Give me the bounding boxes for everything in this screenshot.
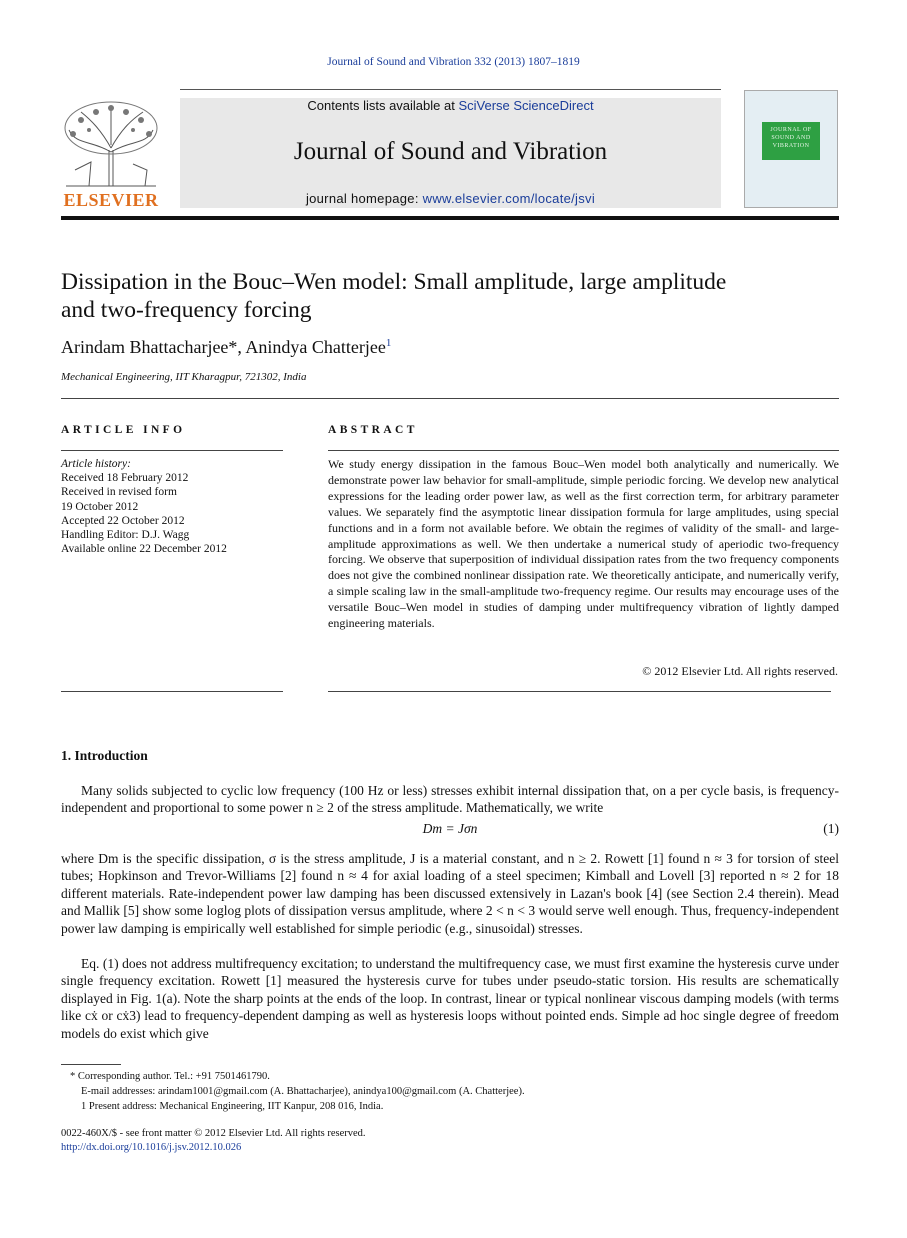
- footnote-corresponding: * Corresponding author. Tel.: +91 7501461790.: [70, 1071, 270, 1082]
- homepage-link[interactable]: www.elsevier.com/locate/jsvi: [422, 191, 596, 206]
- author-names: Arindam Bhattacharjee*, Anindya Chatterjee: [61, 337, 386, 357]
- article-info-bottom-rule: [61, 691, 283, 692]
- contents-availability: [180, 98, 721, 113]
- elsevier-tree-logo: [61, 100, 161, 188]
- header-bottom-rule: [61, 216, 839, 220]
- footnote-present-address: 1 Present address: Mechanical Engineering, IIT Kanpur, 208 016, India.: [81, 1101, 384, 1112]
- abstract-bottom-rule: [328, 691, 831, 692]
- contents-prefix: Contents lists available at: [307, 98, 459, 113]
- author-affiliation: Mechanical Engineering, IIT Kharagpur, 721302, India: [61, 371, 307, 383]
- abstract-heading: ABSTRACT: [328, 424, 418, 436]
- intro-paragraph-1: Many solids subjected to cyclic low frequency (100 Hz or less) stresses exhibit internal dissipation that, on a per cycle basis, is frequency-independent and proportional to some power n ≥ 2 of the stress amplitude. Mathematically, we write: [61, 783, 839, 816]
- abstract-text: We study energy dissipation in the famous Bouc–Wen model both analytically and numerically. We demonstrate power law behavior for small-amplitude, simple periodic forcing. We develop new analytical expressions for the leading order power law, as well as the first correction term, for arbitrary parameter values. We separately find the asymptotic linear dissipation formula for large amplitudes, using special functions and in a form not available before. We obtain the regimes of validity of the small- and large-amplitude approximations as well. We then undertake a numerical study of aperiodic two-frequency forcing. We observe that superposition of individual dissipation rates from the two frequency components does not give the combined nonlinear dissipation rate. We theoretically anticipate, and numerically verify, a simple scaling law in the small-amplitude two-frequency regime. Our results may encourage uses of the versatile Bouc–Wen model in studies of damping under multifrequency vibration of lightly damped engineering materials.: [328, 457, 839, 631]
- journal-citation[interactable]: Journal of Sound and Vibration 332 (2013) 1807–1819: [327, 56, 580, 68]
- sciencedirect-link[interactable]: SciVerse ScienceDirect: [458, 98, 594, 113]
- journal-homepage: [180, 191, 721, 206]
- title-divider: [61, 398, 839, 399]
- issn-line: 0022-460X/$ - see front matter © 2012 Elsevier Ltd. All rights reserved.: [61, 1128, 366, 1139]
- footnote-emails: E-mail addresses: arindam1001@gmail.com (A. Bhattacharjee), anindya100@gmail.com (A. Chatterjee).: [81, 1086, 525, 1097]
- history-label: Article history:: [61, 458, 131, 470]
- article-history: [61, 457, 227, 556]
- abstract-rule: [328, 450, 839, 451]
- abstract-copyright: © 2012 Elsevier Ltd. All rights reserved.: [642, 664, 838, 678]
- history-item: Accepted 22 October 2012: [61, 514, 185, 527]
- article-info-rule: [61, 450, 283, 451]
- intro-heading: 1. Introduction: [61, 748, 148, 763]
- article-info-heading: ARTICLE INFO: [61, 424, 186, 436]
- intro-paragraph-2: where Dm is the specific dissipation, σ is the stress amplitude, J is a material constant, and n ≥ 2. Rowett [1] found n ≈ 3 for torsion of steel tubes; Hopkinson and Trevor-Williams [2] found n ≈ 4 for axial loading of a steel specimen; Kimball and Lovell [3] reported n ≈ 2 for 18 different materials. Rate-independent power law damping has been discussed extensively in Lazan's book [4] (see Section 2.4 therein). Mead and Mallik [5] show some loglog plots of dissipation versus amplitude, where 2 < n < 3 would serve well enough. Thus, frequency-independent power law damping is empirically well established for simple periodic (e.g., sinusoidal) stresses.: [61, 851, 839, 936]
- elsevier-wordmark: ELSEVIER: [63, 190, 159, 210]
- footnote-rule: [61, 1064, 121, 1065]
- history-item: Available online 22 December 2012: [61, 543, 227, 556]
- homepage-prefix: journal homepage:: [305, 191, 423, 206]
- history-item: Received 18 February 2012: [61, 472, 189, 485]
- author-footnote-marker[interactable]: 1: [385, 337, 392, 349]
- article-authors: [61, 337, 391, 358]
- equation-expression: Dm = Jσn: [422, 821, 478, 836]
- equation-number: (1): [823, 821, 839, 836]
- journal-cover-text: JOURNAL OF SOUND AND VIBRATION: [770, 127, 812, 149]
- history-item: Handling Editor: D.J. Wagg: [61, 529, 190, 542]
- header-top-rule: [180, 89, 721, 90]
- journal-title: Journal of Sound and Vibration: [293, 138, 608, 165]
- history-item: 19 October 2012: [61, 500, 139, 513]
- article-title: Dissipation in the Bouc–Wen model: Small amplitude, large amplitude and two-frequency forcing: [61, 269, 727, 323]
- intro-paragraph-3: Eq. (1) does not address multifrequency excitation; to understand the multifrequency case, we must first examine the hysteresis curve under single frequency excitation. Rowett [1] measured the hysteresis curve for tubes under pseudo-static torsion. His results are schematically displayed in Fig. 1(a). Note the sharp points at the ends of the loop. In contrast, linear or typical nonlinear viscous damping models (with terms like cẋ or cẋ3) lead to frequency-dependent damping as well as hysteresis loops without pointed ends. Simple ad hoc single degree of freedom models do exist which give: [61, 956, 839, 1041]
- doi-link[interactable]: http://dx.doi.org/10.1016/j.jsv.2012.10.026: [61, 1142, 242, 1153]
- history-item: Received in revised form: [61, 486, 177, 499]
